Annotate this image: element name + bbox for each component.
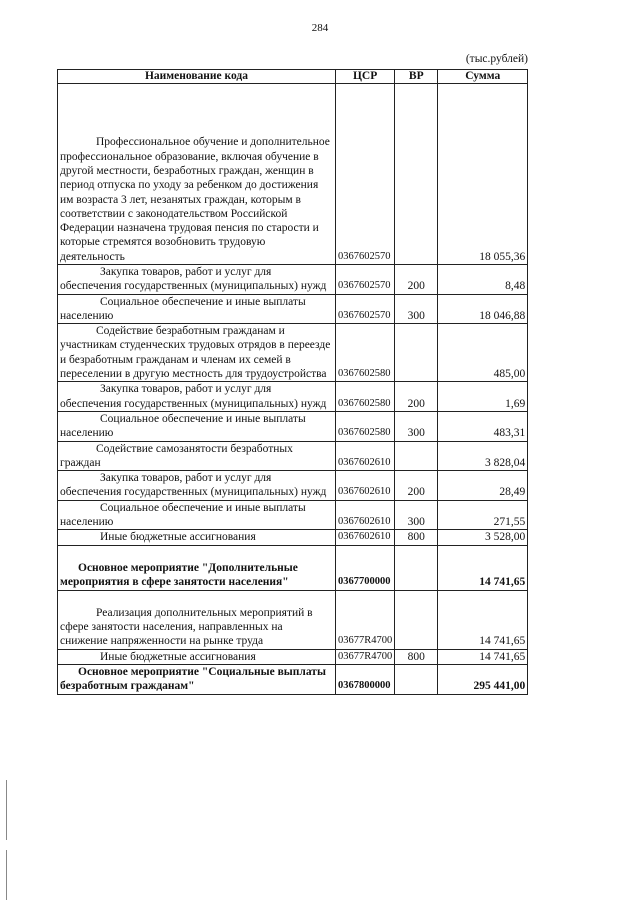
- row-sum: 14 741,65: [438, 590, 528, 649]
- table-row: [58, 441, 528, 471]
- header-name: Наименование кода: [58, 70, 336, 84]
- table-row: [58, 500, 528, 530]
- table-row: [58, 411, 528, 441]
- row-sum: 18 046,88: [438, 294, 528, 324]
- row-name: Закупка товаров, работ и услуг для обеспечения государственных (муниципальных) нужд: [60, 266, 327, 293]
- row-vr: 800: [395, 530, 438, 545]
- table-row: [58, 294, 528, 324]
- row-vr: 300: [395, 294, 438, 324]
- row-name: Иные бюджетные ассигнования: [100, 650, 256, 663]
- row-sum: 485,00: [438, 324, 528, 382]
- table-row: [58, 590, 528, 649]
- row-csr: 0367700000: [336, 545, 395, 590]
- table-row: [58, 530, 528, 545]
- table-header-row: [58, 70, 528, 84]
- row-csr: 0367800000: [336, 664, 395, 694]
- row-name: Основное мероприятие "Дополнительные мероприятия в сфере занятости населения": [60, 562, 298, 589]
- row-name: Закупка товаров, работ и услуг для обеспечения государственных (муниципальных) нужд: [60, 383, 327, 410]
- row-name: Закупка товаров, работ и услуг для обеспечения государственных (муниципальных) нужд: [60, 472, 327, 499]
- table-row: [58, 324, 528, 382]
- row-vr: [395, 441, 438, 471]
- row-name: Иные бюджетные ассигнования: [100, 531, 256, 544]
- row-name: Социальное обеспечение и иные выплаты населению: [60, 501, 306, 529]
- row-sum: 14 741,65: [438, 545, 528, 590]
- row-csr: 0367602570: [336, 84, 395, 265]
- header-sum: Сумма: [438, 70, 528, 84]
- row-vr: 200: [395, 471, 438, 501]
- header-vr: ВР: [395, 70, 438, 84]
- row-csr: 03677R4700: [336, 590, 395, 649]
- row-vr: [395, 664, 438, 694]
- row-vr: [395, 590, 438, 649]
- row-sum: 1,69: [438, 382, 528, 412]
- table-row: [58, 471, 528, 501]
- row-name: Содействие безработным гражданам и участникам студенческих трудовых отрядов в переезде и безработным гражданам и членам их семей в переселении в другую местность для трудоустройства: [60, 325, 331, 381]
- header-csr: ЦСР: [336, 70, 395, 84]
- row-csr: 0367602580: [336, 411, 395, 441]
- row-vr: 200: [395, 382, 438, 412]
- table-row: [58, 664, 528, 694]
- row-vr: 300: [395, 411, 438, 441]
- row-csr: 0367602610: [336, 471, 395, 501]
- row-vr: [395, 84, 438, 265]
- table-row: [58, 545, 528, 590]
- row-vr: 800: [395, 649, 438, 664]
- row-sum: 28,49: [438, 471, 528, 501]
- row-csr: 0367602610: [336, 530, 395, 545]
- scan-margin-mark: [6, 780, 7, 840]
- table-row: [58, 265, 528, 295]
- budget-table: [57, 69, 528, 695]
- row-sum: 14 741,65: [438, 649, 528, 664]
- row-sum: 3 528,00: [438, 530, 528, 545]
- row-sum: 18 055,36: [438, 84, 528, 265]
- row-sum: 271,55: [438, 500, 528, 530]
- row-sum: 295 441,00: [438, 664, 528, 694]
- row-vr: 200: [395, 265, 438, 295]
- row-vr: [395, 545, 438, 590]
- row-name: Социальное обеспечение и иные выплаты населению: [60, 412, 306, 440]
- row-name: Социальное обеспечение и иные выплаты населению: [60, 295, 306, 322]
- row-csr: 0367602580: [336, 324, 395, 382]
- row-name: Профессиональное обучение и дополнительное профессиональное образование, включая обучение в другой местности, безработных граждан, женщин в период отпуска по уходу за ребенком до достижения им возраста 3 лет, незанятых граждан, которым в соответствии с законодательством Российской Федерации назначена трудовая пенсия по старости и которые стремятся возобновить трудовую деятельность: [60, 136, 330, 263]
- row-csr: 0367602610: [336, 500, 395, 530]
- row-vr: [395, 324, 438, 382]
- units-label: (тыс.рублей): [465, 53, 528, 65]
- row-csr: 0367602610: [336, 441, 395, 471]
- row-name: Реализация дополнительных мероприятий в сфере занятости населения, направленных на снижение напряженности на рынке труда: [60, 606, 313, 648]
- row-csr: 03677R4700: [336, 649, 395, 664]
- row-csr: 0367602570: [336, 294, 395, 324]
- row-csr: 0367602570: [336, 265, 395, 295]
- page-number: 284: [311, 22, 329, 34]
- row-sum: 3 828,04: [438, 441, 528, 471]
- row-name: Содействие самозанятости безработных граждан: [60, 442, 293, 469]
- row-sum: 483,31: [438, 411, 528, 441]
- row-name: Основное мероприятие "Социальные выплаты безработным гражданам": [60, 665, 326, 693]
- row-csr: 0367602580: [336, 382, 395, 412]
- scan-margin-mark: [6, 850, 7, 900]
- row-vr: 300: [395, 500, 438, 530]
- table-row: [58, 84, 528, 265]
- row-sum: 8,48: [438, 265, 528, 295]
- table-row: [58, 382, 528, 412]
- table-row: [58, 649, 528, 664]
